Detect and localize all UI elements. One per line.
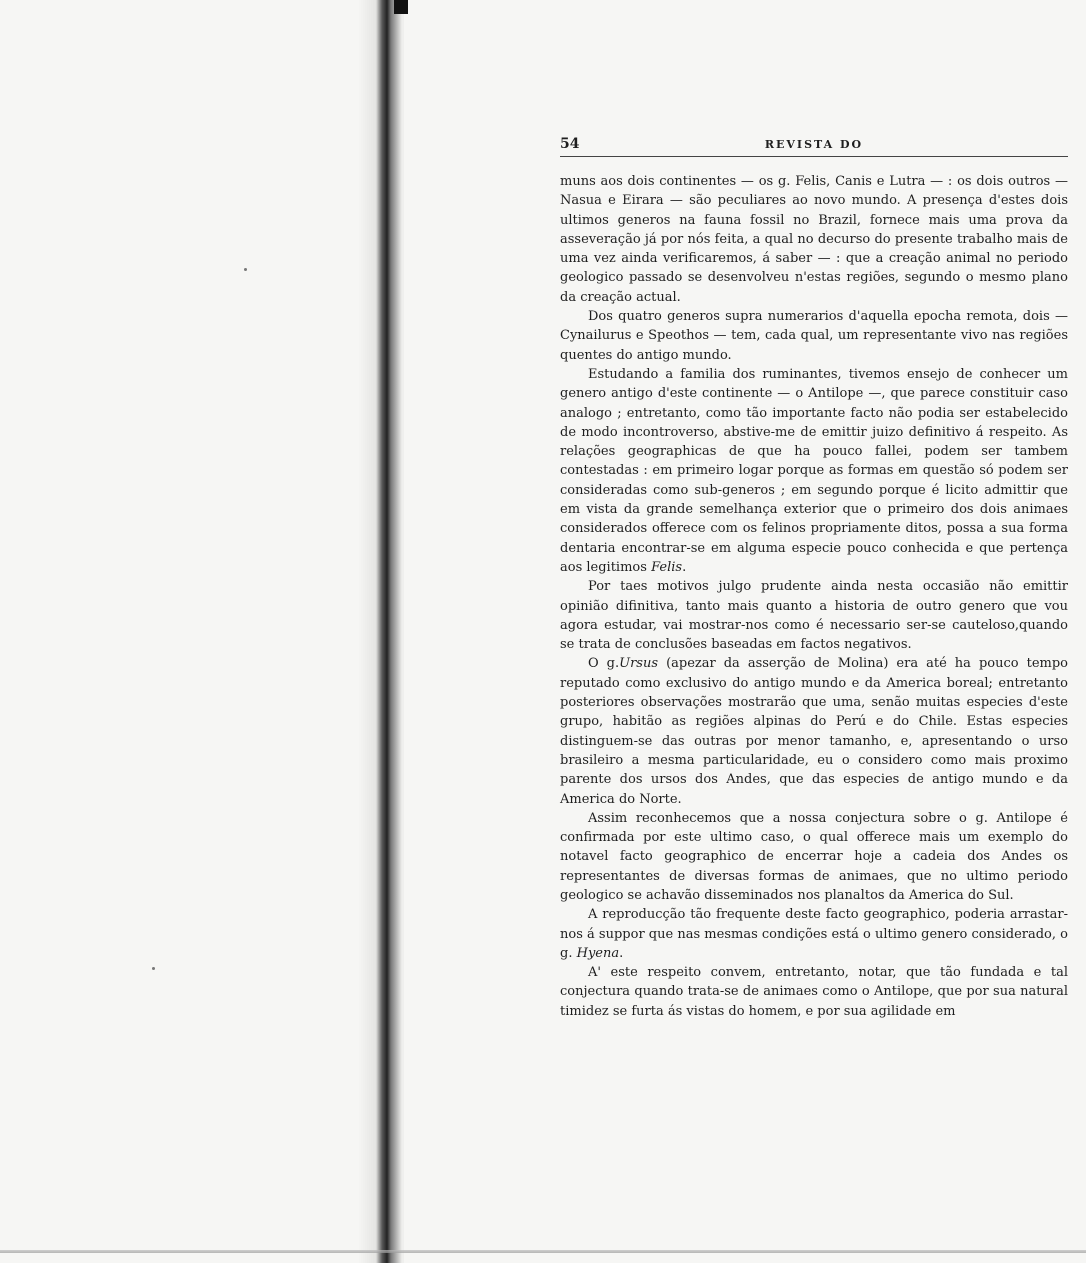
gutter-dark-mark xyxy=(394,0,408,14)
running-title: REVISTA DO xyxy=(764,138,864,151)
page-header xyxy=(560,136,1068,157)
paragraph-text: A' este respeito convem, entretanto, notar, que tão fundada e tal conjectura quando trata-se de animaes como o Antilope, que por sua natural timidez se furta ás vistas do homem, e por sua agilidade em xyxy=(560,965,1068,1019)
page-bottom-edge xyxy=(0,1250,1086,1253)
paragraph-tail: . xyxy=(682,559,687,575)
paragraph xyxy=(560,577,1068,654)
paragraph-text: Dos quatro generos supra numerarios d'aquella epocha remota, dois — Cynailurus e Speothos — tem, cada qual, um representante vivo nas regiões quentes do antigo mundo. xyxy=(560,309,1068,363)
body-text xyxy=(560,172,1068,1021)
paragraph-text: Estudando a familia dos ruminantes, tivemos ensejo de conhecer um genero antigo d'este continente — o Antilope —, que parece constituir caso analogo ; entretanto, como tão importante facto não podia ser estabelecido de modo incontroverso, abstive-me de emittir juizo definitivo á respeito. As relações geographicas de que ha pouco fallei, podem ser tambem contestadas : em primeiro logar porque as formas em questão só podem ser consideradas como sub-generos ; em segundo porque é licito admittir que em vista da grande semelhança exterior que o primeiro dos dois animaes considerados offerece com os felinos propriamente ditos, possa a sua forma dentaria encontrar-se em alguma especie pouco conhecida e que pertença aos legitimos xyxy=(560,366,1068,575)
paragraph-text: Por taes motivos julgo prudente ainda nesta occasião não emittir opinião difinitiva, tanto mais quanto a historia de outro genero que vou agora estudar, vai mostrar-nos como é necessario ser-se cauteloso,quando se trata de conclusões baseadas em factos negativos. xyxy=(560,579,1068,653)
paragraph xyxy=(560,365,1068,577)
paragraph xyxy=(560,963,1068,1021)
paragraph xyxy=(560,809,1068,905)
page-number: 54 xyxy=(560,136,580,152)
speck xyxy=(244,268,247,271)
paragraph-text: (apezar da asserção de Molina) era até ha pouco tempo reputado como exclusivo do antigo mundo e da America boreal; entretanto posteriores observações mostrarão que uma, senão muitas especies d'este grupo, habitão as regiões alpinas do Perú e do Chile. Estas especies distinguem-se das outras por menor tamanho, e, apresentando o urso brasileiro a mesma particularidade, eu o considero como mais proximo parente dos ursos dos Andes, que das especies de antigo mundo e da America do Norte. xyxy=(560,656,1068,807)
paragraph-text: Assim reconhecemos que a nossa conjectura sobre o g. Antilope é confirmada por este ultimo caso, o qual offerece mais um exemplo do notavel facto geographico de encerrar hoje a cadeia dos Andes os representantes de diversas formas de animaes, que no ultimo periodo geologico se achavão disseminados nos planaltos da America do Sul. xyxy=(560,810,1068,903)
genus-name: Felis xyxy=(651,559,683,575)
paragraph-text: muns aos dois continentes — os g. Felis, Canis e Lutra — : os dois outros — Nasua e Eirara — são peculiares ao novo mundo. A presença d'estes dois ultimos generos na fauna fossil no Brazil, fornece mais uma prova da asseveração já por nós feita, a qual no decurso do presente trabalho mais de uma vez ainda verificaremos, á saber — : que a creação animal no periodo geologico passado se desenvolveu n'estas regiões, segundo o mesmo plano da creação actual. xyxy=(560,174,1068,305)
paragraph-text: A reproducção tão frequente deste facto geographico, poderia arrastar-nos á suppor que nas mesmas condições está o ultimo genero considerado, o g. xyxy=(560,907,1068,961)
paragraph-tail: . xyxy=(619,945,624,961)
book-gutter-shadow xyxy=(358,0,404,1263)
genus-name: Hyena xyxy=(576,945,620,961)
paragraph xyxy=(560,654,1068,808)
paragraph xyxy=(560,905,1068,963)
genus-name: Ursus xyxy=(619,656,659,672)
paragraph xyxy=(560,307,1068,365)
paragraph-lead: O g. xyxy=(588,656,620,672)
speck xyxy=(152,967,155,970)
paragraph xyxy=(560,172,1068,307)
